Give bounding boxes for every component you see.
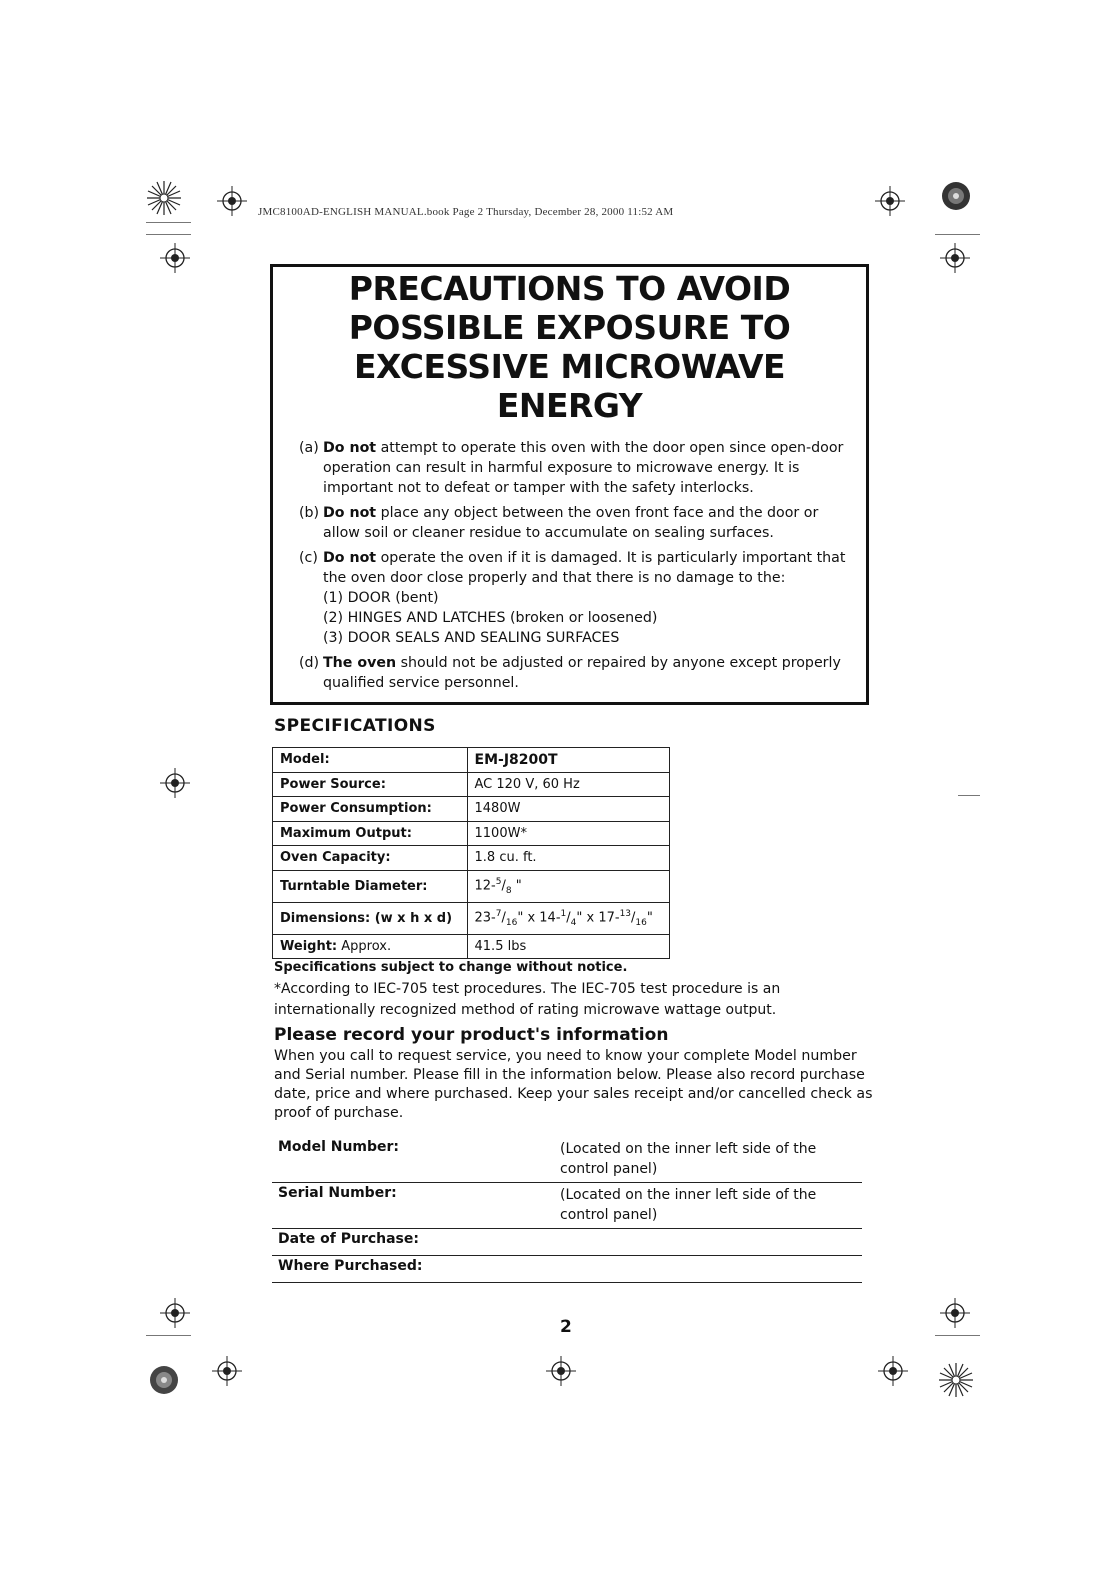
spec-value: 1480W: [467, 797, 669, 822]
registration-mark-icon: [940, 243, 970, 273]
precaution-item: [299, 653, 854, 693]
registration-mark-icon: [212, 1356, 242, 1386]
item-text: should not be adjusted or repaired by anyone except properly qualified service personnel.: [323, 655, 841, 691]
spec-value: AC 120 V, 60 Hz: [467, 772, 669, 797]
starburst-icon: [938, 1362, 974, 1398]
precaution-item: [299, 503, 854, 543]
registration-mark-icon: [940, 1298, 970, 1328]
spec-label: Turntable Diameter:: [273, 870, 468, 902]
spec-label: Weight: Approx.: [273, 934, 468, 959]
item-text: attempt to operate this oven with the door open since open-door operation can result in harmful exposure to microwave energy. It is important not to defeat or tamper with the safety interlocks.: [323, 440, 844, 496]
specifications-table: [272, 747, 670, 959]
record-label: Model Number:: [278, 1139, 400, 1155]
registration-mark-icon: [160, 243, 190, 273]
crop-line: [146, 222, 191, 223]
spec-footnote: *According to IEC-705 test procedures. The IEC-705 test procedure is an internationally recognized method of rating microwave wattage output.: [274, 981, 781, 1018]
record-paragraph: When you call to request service, you need to know your complete Model number and Serial number. Please fill in the information below. Please also record purchase date, price and where purchased. Keep your sales receipt and/or cancelled check as proof of purchase.: [274, 1048, 873, 1121]
print-header: JMC8100AD-ENGLISH MANUAL.book Page 2 Thursday, December 28, 2000 11:52 AM: [258, 206, 674, 218]
starburst-icon: [146, 1362, 182, 1398]
starburst-icon: [146, 180, 182, 216]
item-text: operate the oven if it is damaged. It is particularly important that the oven door close properly and that there is no damage to the:: [323, 550, 846, 586]
title-line: ENERGY: [496, 386, 643, 425]
table-row: [273, 846, 670, 871]
crop-line: [935, 1335, 980, 1336]
spec-label: Oven Capacity:: [273, 846, 468, 871]
record-heading: Please record your product's information: [274, 1025, 669, 1045]
registration-mark-icon: [160, 1298, 190, 1328]
specifications-heading: SPECIFICATIONS: [274, 716, 436, 736]
precautions-box: [270, 264, 869, 705]
spec-label: Maximum Output:: [273, 821, 468, 846]
spec-value: 1.8 cu. ft.: [467, 846, 669, 871]
spec-value: EM-J8200T: [467, 748, 669, 773]
precautions-list: [299, 438, 854, 698]
spec-label: Model:: [273, 748, 468, 773]
table-row: [273, 772, 670, 797]
record-form: [272, 1137, 862, 1283]
item-marker: (a): [299, 440, 319, 456]
precaution-item: [299, 438, 854, 498]
record-row: [272, 1137, 862, 1183]
record-label: Where Purchased:: [278, 1258, 423, 1274]
registration-mark-icon: [546, 1356, 576, 1386]
record-label: Date of Purchase:: [278, 1231, 419, 1247]
spec-value: 41.5 lbs: [467, 934, 669, 959]
item-text: place any object between the oven front face and the door or allow soil or cleaner residue to accumulate on sealing surfaces.: [323, 505, 819, 541]
spec-value: 1100W*: [467, 821, 669, 846]
spec-label: Dimensions: (w x h x d): [273, 902, 468, 934]
crop-line: [958, 795, 980, 796]
item-marker: (c): [299, 550, 318, 566]
starburst-icon: [938, 178, 974, 214]
item-marker: (b): [299, 505, 320, 521]
spec-change-note: Specifications subject to change without notice.: [274, 960, 628, 975]
precautions-title: [273, 269, 866, 425]
record-value: (Located on the inner left side of the control panel): [560, 1141, 817, 1177]
page-number: 2: [560, 1317, 572, 1337]
title-line: EXCESSIVE MICROWAVE: [353, 347, 786, 386]
table-row: [273, 870, 670, 902]
precaution-item: [299, 548, 854, 648]
record-value: (Located on the inner left side of the control panel): [560, 1187, 817, 1223]
table-row: [273, 748, 670, 773]
title-line: PRECAUTIONS TO AVOID: [348, 269, 791, 308]
record-row: [272, 1183, 862, 1229]
spec-value: $12-^5/_8$ ": [467, 870, 669, 902]
item-lead: Do not: [323, 550, 377, 566]
table-row: [273, 797, 670, 822]
record-label: Serial Number:: [278, 1185, 397, 1201]
table-row: [273, 934, 670, 959]
item-marker: (d): [299, 655, 320, 671]
registration-mark-icon: [160, 768, 190, 798]
sub-item: (3) DOOR SEALS AND SEALING SURFACES: [323, 630, 620, 646]
sub-item: (2) HINGES AND LATCHES (broken or loosened): [323, 610, 658, 626]
table-row: [273, 902, 670, 934]
crop-line: [935, 234, 980, 235]
spec-label: Power Source:: [273, 772, 468, 797]
title-line: POSSIBLE EXPOSURE TO: [348, 308, 791, 347]
registration-mark-icon: [878, 1356, 908, 1386]
crop-line: [146, 1335, 191, 1336]
item-lead: Do not: [323, 505, 377, 521]
sub-item: (1) DOOR (bent): [323, 590, 439, 606]
item-lead: Do not: [323, 440, 377, 456]
registration-mark-icon: [875, 186, 905, 216]
record-row: [272, 1256, 862, 1283]
table-row: [273, 821, 670, 846]
crop-line: [146, 234, 191, 235]
item-lead: The oven: [323, 655, 397, 671]
spec-label: Power Consumption:: [273, 797, 468, 822]
spec-value: $23-^7/_{16}$" x $14-^1/_4$" x $17-^{13}/_{16}$": [467, 902, 669, 934]
registration-mark-icon: [217, 186, 247, 216]
record-row: [272, 1229, 862, 1256]
